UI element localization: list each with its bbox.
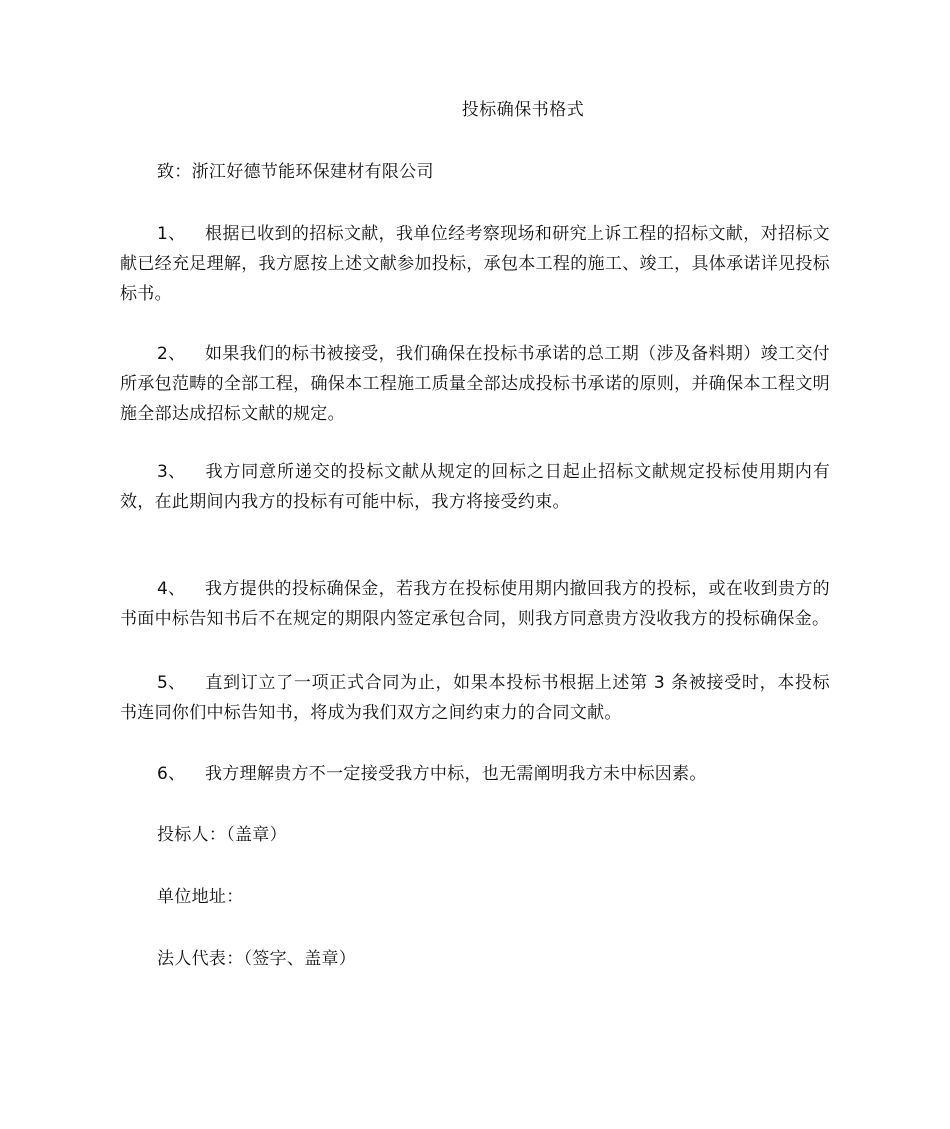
paragraph-number: 1、 xyxy=(157,224,186,244)
paragraph-text: 我方理解贵方不一定接受我方中标，也无需阐明我方未中标因素。 xyxy=(205,764,707,784)
paragraph-text: 直到订立了一项正式合同为止，如果本投标书根据上述第 3 条被接受时，本投标书连同你们中标告知书，将成为我们双方之间约束力的合同文献。 xyxy=(120,673,830,723)
addressee-line xyxy=(120,157,830,187)
paragraph-number: 4、 xyxy=(157,579,186,599)
paragraph-1 xyxy=(120,219,830,309)
paragraph-number: 5、 xyxy=(157,673,186,693)
signature-address: 单位地址： xyxy=(157,887,244,907)
paragraph-number: 6、 xyxy=(157,764,186,784)
paragraph-text: 我方提供的投标确保金，若我方在投标使用期内撤回我方的投标，或在收到贵方的书面中标告知书后不在规定的期限内签定承包合同，则我方同意贵方没收我方的投标确保金。 xyxy=(120,579,830,629)
paragraph-text: 根据已收到的招标文献，我单位经考察现场和研究上诉工程的招标文献，对招标文献已经充足理解，我方愿按上述文献参加投标，承包本工程的施工、竣工，具体承诺详见投标标书。 xyxy=(120,224,830,304)
paragraph-5 xyxy=(120,668,830,728)
document-title: 投标确保书格式 xyxy=(461,100,585,120)
signature-legal-rep: 法人代表：（签字、盖章） xyxy=(157,949,357,969)
paragraph-4 xyxy=(120,574,830,634)
addressee-text: 致：浙江好德节能环保建材有限公司 xyxy=(157,162,434,182)
paragraph-number: 2、 xyxy=(157,344,186,364)
paragraph-2 xyxy=(120,339,830,429)
paragraph-6 xyxy=(120,759,830,789)
paragraph-3 xyxy=(120,457,830,517)
signature-bidder: 投标人：（盖章） xyxy=(157,825,287,845)
paragraph-text: 我方同意所递交的投标文献从规定的回标之日起止招标文献规定投标使用期内有效，在此期间内我方的投标有可能中标，我方将接受约束。 xyxy=(120,462,830,512)
paragraph-number: 3、 xyxy=(157,462,186,482)
paragraph-text: 如果我们的标书被接受，我们确保在投标书承诺的总工期（涉及备料期）竣工交付所承包范畴的全部工程，确保本工程施工质量全部达成投标书承诺的原则，并确保本工程文明施全部达成招标文献的规定。 xyxy=(120,344,830,424)
